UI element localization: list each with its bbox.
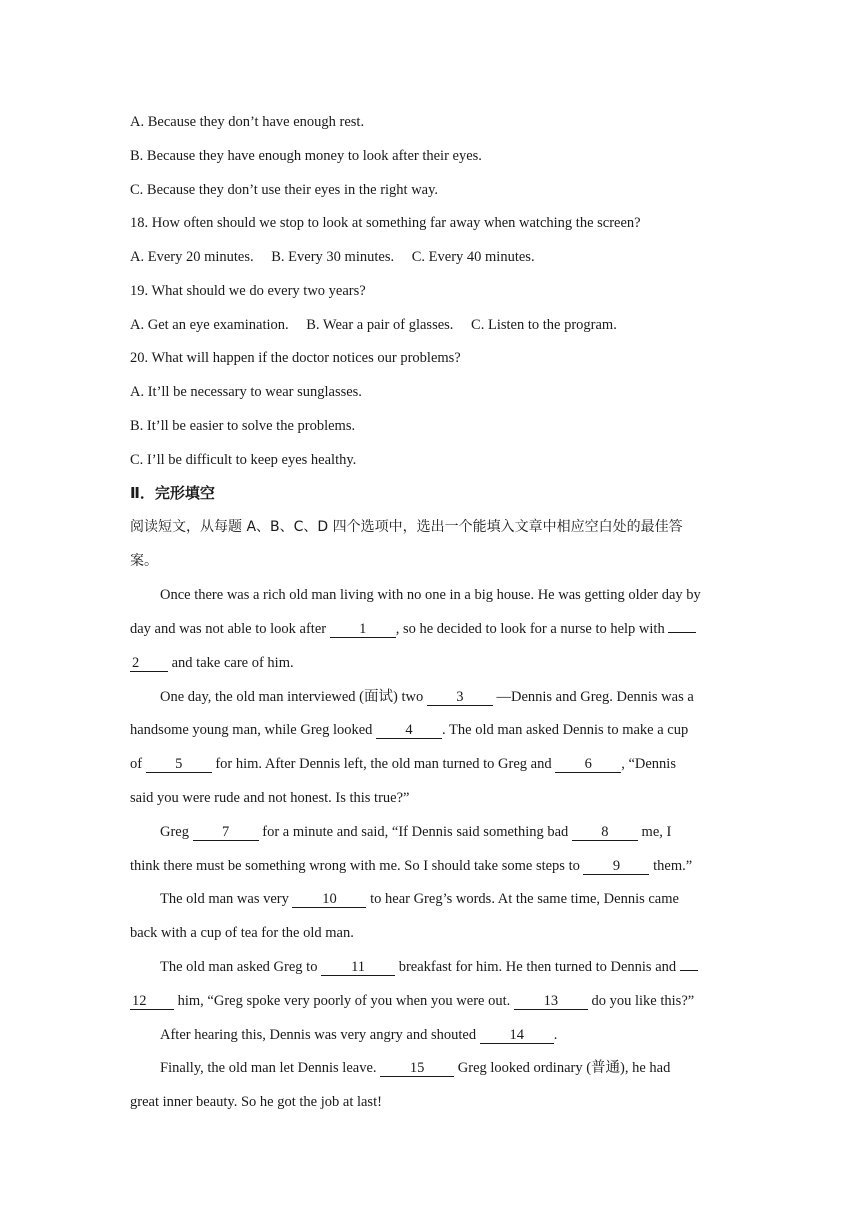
blank-12-start xyxy=(680,970,698,971)
passage-line: said you were rude and not honest. Is this true?” xyxy=(130,790,410,806)
blank-11: 11 xyxy=(321,959,395,976)
q18-option-a: A. Every 20 minutes. xyxy=(130,249,254,265)
passage-line: 12 him, “Greg spoke very poorly of you when you were out. 13 do you like this?” xyxy=(132,993,695,1009)
blank-8: 8 xyxy=(572,824,638,841)
passage-line: back with a cup of tea for the old man. xyxy=(130,925,354,941)
q19-question: 19. What should we do every two years? xyxy=(130,283,366,299)
q19-option-c: C. Listen to the program. xyxy=(471,317,617,333)
q17-option-c: C. Because they don’t use their eyes in the right way. xyxy=(130,182,439,198)
blank-12: 12 xyxy=(130,993,174,1010)
q19-options xyxy=(130,315,617,335)
q20-question: 20. What will happen if the doctor notices our problems? xyxy=(130,350,461,366)
section-instruction-line1: 阅读短文，从每题 A、B、C、D 四个选项中，选出一个能填入文章中相应空白处的最佳答 xyxy=(130,519,683,535)
q18-option-c: C. Every 40 minutes. xyxy=(411,249,535,265)
passage-line: day and was not able to look after 1 , so he decided to look for a nurse to help with xyxy=(130,619,696,639)
q18-option-b: B. Every 30 minutes. xyxy=(271,249,395,265)
blank-13: 13 xyxy=(514,993,588,1010)
q17-option-b: B. Because they have enough money to look after their eyes. xyxy=(130,148,482,164)
passage-line: One day, the old man interviewed (面试) two 3 —Dennis and Greg. Dennis was a xyxy=(160,689,694,705)
passage-line: handsome young man, while Greg looked 4 . The old man asked Dennis to make a cup xyxy=(130,722,689,738)
blank-6: 6 xyxy=(555,756,621,773)
blank-1: 1 xyxy=(330,621,396,638)
passage-line: Greg 7 for a minute and said, “If Dennis said something bad 8 me, I xyxy=(160,824,672,840)
q18-question: 18. How often should we stop to look at something far away when watching the screen? xyxy=(130,215,641,231)
passage-line: The old man was very 10 to hear Greg’s words. At the same time, Dennis came xyxy=(160,891,679,907)
passage-line: 2 and take care of him. xyxy=(132,655,294,671)
q20-option-b: B. It’ll be easier to solve the problems. xyxy=(130,418,356,434)
passage-line: think there must be something wrong with me. So I should take some steps to 9 them.” xyxy=(130,858,693,874)
q20-option-a: A. It’ll be necessary to wear sunglasses. xyxy=(130,384,362,400)
blank-10: 10 xyxy=(292,891,366,908)
blank-5: 5 xyxy=(146,756,212,773)
blank-7: 7 xyxy=(193,824,259,841)
section-title: Ⅱ．完形填空 xyxy=(130,484,215,502)
blank-2-start xyxy=(668,632,696,633)
passage-line: of 5 for him. After Dennis left, the old man turned to Greg and 6 , “Dennis xyxy=(130,756,676,772)
q19-option-b: B. Wear a pair of glasses. xyxy=(306,317,454,333)
passage-line: Finally, the old man let Dennis leave. 15 Greg looked ordinary (普通), he had xyxy=(160,1060,671,1076)
blank-9: 9 xyxy=(583,858,649,875)
passage-line: Once there was a rich old man living with no one in a big house. He was getting older day by xyxy=(160,587,701,603)
passage-line: great inner beauty. So he got the job at last! xyxy=(130,1094,382,1110)
q19-option-a: A. Get an eye examination. xyxy=(130,317,289,333)
q20-option-c: C. I’ll be difficult to keep eyes healthy. xyxy=(130,452,357,468)
passage-line: After hearing this, Dennis was very angry and shouted 14 . xyxy=(160,1027,558,1043)
section-instruction-line2: 案。 xyxy=(130,553,158,569)
q17-option-a: A. Because they don’t have enough rest. xyxy=(130,114,365,130)
blank-14: 14 xyxy=(480,1027,554,1044)
blank-4: 4 xyxy=(376,722,442,739)
q18-options xyxy=(130,247,535,267)
passage-line: The old man asked Greg to 11 breakfast for him. He then turned to Dennis and xyxy=(160,957,698,977)
blank-15: 15 xyxy=(380,1060,454,1077)
blank-2: 2 xyxy=(130,655,168,672)
blank-3: 3 xyxy=(427,689,493,706)
